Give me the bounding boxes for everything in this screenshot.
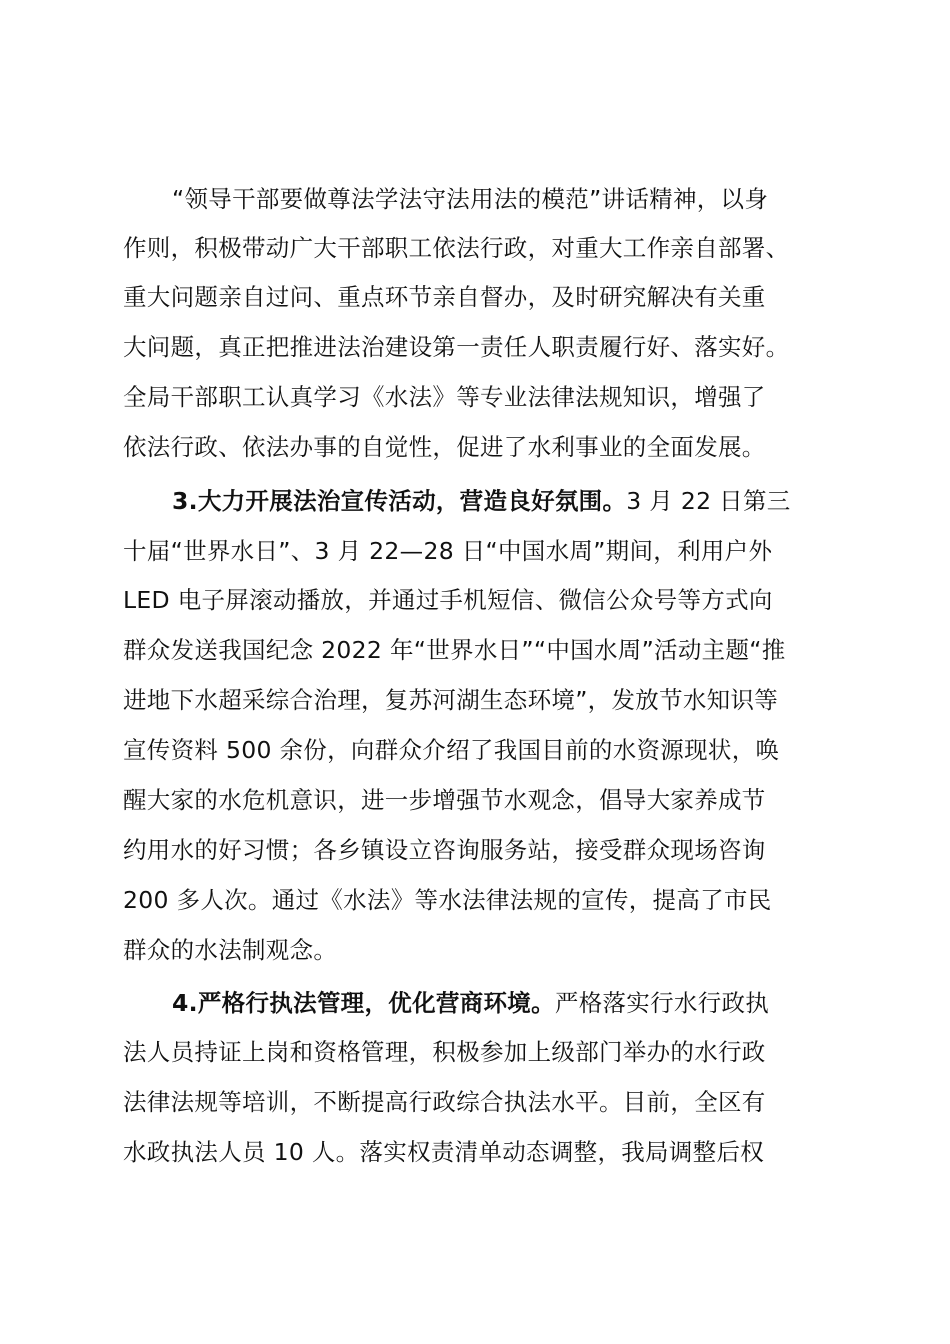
paragraph-line: 200 多人次。通过《水法》等水法律法规的宣传，提高了市民 <box>123 886 772 914</box>
paragraph-line: 大问题，真正把推进法治建设第一责任人职责履行好、落实好。 <box>123 333 790 361</box>
paragraph-line: LED 电子屏滚动播放，并通过手机短信、微信公众号等方式向 <box>123 586 773 614</box>
paragraph-line: 重大问题亲自过问、重点环节亲自督办，及时研究解决有关重 <box>123 283 766 311</box>
section-4-first-line <box>172 983 843 1023</box>
paragraph-line: 宣传资料 500 余份，向群众介绍了我国目前的水资源现状，唤 <box>123 736 780 764</box>
paragraph-line: 作则，积极带动广大干部职工依法行政，对重大工作亲自部署、 <box>123 234 790 262</box>
section-3-lead: 3 月 22 日第三 <box>626 487 791 515</box>
section-4-heading: 4.严格行执法管理，优化营商环境。 <box>172 989 555 1017</box>
paragraph-line: 全局干部职工认真学习《水法》等专业法律法规知识，增强了 <box>123 383 766 411</box>
section-4-lead: 严格落实行水行政执 <box>554 989 770 1017</box>
paragraph-line: 依法行政、依法办事的自觉性，促进了水利事业的全面发展。 <box>123 433 766 461</box>
paragraph-line: 法律法规等培训，不断提高行政综合执法水平。目前，全区有 <box>123 1088 766 1116</box>
paragraph-line: 群众的水法制观念。 <box>123 936 338 964</box>
paragraph-line: 群众发送我国纪念 2022 年“世界水日”“中国水周”活动主题“推 <box>123 636 786 664</box>
paragraph-line: 进地下水超采综合治理，复苏河湖生态环境”，发放节水知识等 <box>123 686 779 714</box>
paragraph-line: 水政执法人员 10 人。落实权责清单动态调整，我局调整后权 <box>123 1138 765 1166</box>
paragraph-line: 法人员持证上岗和资格管理，积极参加上级部门举办的水行政 <box>123 1038 766 1066</box>
paragraph-line: 约用水的好习惯；各乡镇设立咨询服务站，接受群众现场咨询 <box>123 836 766 864</box>
section-3-heading: 3.大力开展法治宣传活动，营造良好氛围。 <box>172 487 627 515</box>
paragraph-line: 醒大家的水危机意识，进一步增强节水观念，倡导大家养成节 <box>123 786 766 814</box>
section-3-first-line <box>172 481 843 521</box>
paragraph-line: 十届“世界水日”、3 月 22—28 日“中国水周”期间，利用户外 <box>123 537 773 565</box>
paragraph-line: “领导干部要做尊法学法守法用法的模范”讲话精神，以身 <box>172 185 769 213</box>
